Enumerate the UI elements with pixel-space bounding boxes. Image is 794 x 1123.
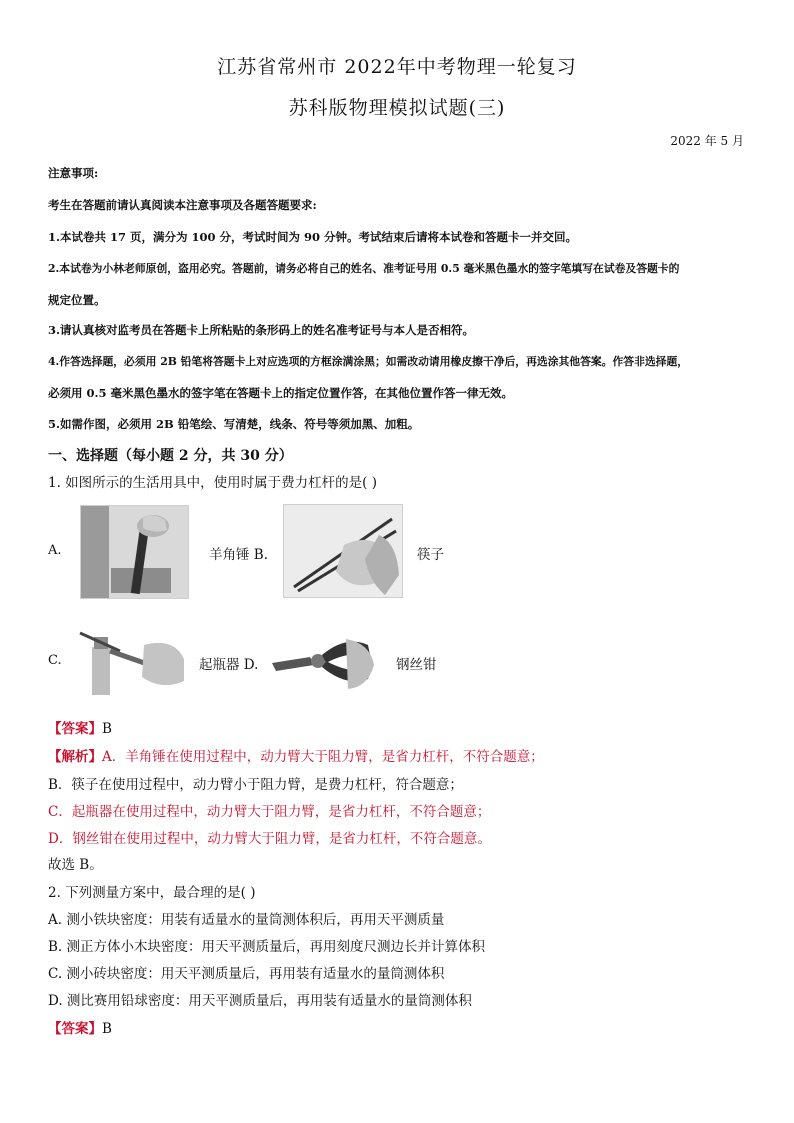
answer-label-2: 【答案】 (48, 1021, 102, 1037)
question-2-option-d: D. 测比赛用铅球密度：用天平测质量后，再用装有适量水的量筒测体积 (48, 993, 472, 1009)
answer-value-2: B (102, 1021, 112, 1037)
analysis-line-a (48, 745, 544, 765)
analysis-label: 【解析】 (48, 749, 102, 765)
notice-item-1: 1.本试卷共 17 页，满分为 100 分，考试时间为 90 分钟。考试结束后请将本试卷和答题卡一并交回。 (48, 230, 578, 244)
question-1-stem: 1. 如图所示的生活用具中，使用时属于费力杠杆的是( ) (48, 475, 377, 491)
bottle-opener-image (74, 625, 185, 695)
document-subtitle: 苏科版物理模拟试题(三) (288, 97, 506, 119)
pliers-image (268, 625, 376, 693)
analysis-text-a: A．羊角锤在使用过程中，动力臂大于阻力臂，是省力杠杆，不符合题意； (102, 749, 544, 765)
notice-heading: 注意事项: (48, 166, 99, 180)
claw-hammer-image (80, 505, 189, 599)
chopsticks-image (283, 504, 403, 598)
notice-item-2-cont: 规定位置。 (48, 293, 106, 307)
document-date: 2022 年 5 月 (670, 134, 744, 148)
notice-item-3: 3.请认真核对监考员在答题卡上所粘贴的条形码上的姓名准考证号与本人是否相符。 (48, 323, 475, 337)
question-2-option-b: B. 测正方体小木块密度：用天平测质量后，再用刻度尺测边长并计算体积 (48, 939, 486, 955)
answer-line-1 (48, 717, 112, 737)
option-c-letter: C. (48, 653, 62, 668)
answer-label: 【答案】 (48, 721, 102, 737)
option-a-letter: A. (48, 543, 62, 558)
analysis-text-d: D．钢丝钳在使用过程中，动力臂大于阻力臂，是省力杠杆，不符合题意。 (48, 831, 491, 847)
analysis-text-b: B．筷子在使用过程中，动力臂小于阻力臂，是费力杠杆，符合题意； (48, 777, 463, 793)
option-c-label: 起瓶器 D. (199, 657, 259, 673)
answer-line-2 (48, 1017, 112, 1037)
analysis-conclusion: 故选 B。 (48, 857, 103, 873)
question-2-stem: 2. 下列测量方案中，最合理的是( ) (48, 885, 256, 901)
notice-item-5: 5.如需作图，必须用 2B 铅笔绘、写清楚，线条、符号等须加黑、加粗。 (48, 417, 420, 431)
question-2-option-c: C. 测小砖块密度：用天平测质量后，再用装有适量水的量筒测体积 (48, 966, 445, 982)
option-b-label: 筷子 (417, 547, 444, 563)
notice-item-2: 2.本试卷为小林老师原创，盗用必究。答题前，请务必将自己的姓名、准考证号用 0.5 毫米黑色墨水的签字笔填写在试卷及答题卡的 (48, 262, 680, 275)
answer-value: B (102, 721, 112, 737)
notice-item-4-cont: 必须用 0.5 毫米黑色墨水的签字笔在答题卡上的指定位置作答，在其他位置作答一律无效。 (48, 386, 514, 400)
analysis-text-c: C．起瓶器在使用过程中，动力臂大于阻力臂，是省力杠杆，不符合题意； (48, 804, 491, 820)
notice-intro: 考生在答题前请认真阅读本注意事项及各题答题要求: (48, 198, 317, 212)
option-d-label: 钢丝钳 (396, 657, 437, 673)
option-a-label: 羊角锤 B. (209, 547, 269, 563)
section-heading: 一、选择题（每小题 2 分，共 30 分） (48, 448, 293, 464)
document-title: 江苏省常州市 2022年中考物理一轮复习 (217, 56, 577, 78)
question-2-option-a: A. 测小铁块密度：用装有适量水的量筒测体积后，再用天平测质量 (48, 912, 445, 928)
notice-item-4: 4.作答选择题，必须用 2B 铅笔将答题卡上对应选项的方框涂满涂黑；如需改动请用橡皮擦干净后，再选涂其他答案。作答非选择题， (48, 355, 689, 368)
